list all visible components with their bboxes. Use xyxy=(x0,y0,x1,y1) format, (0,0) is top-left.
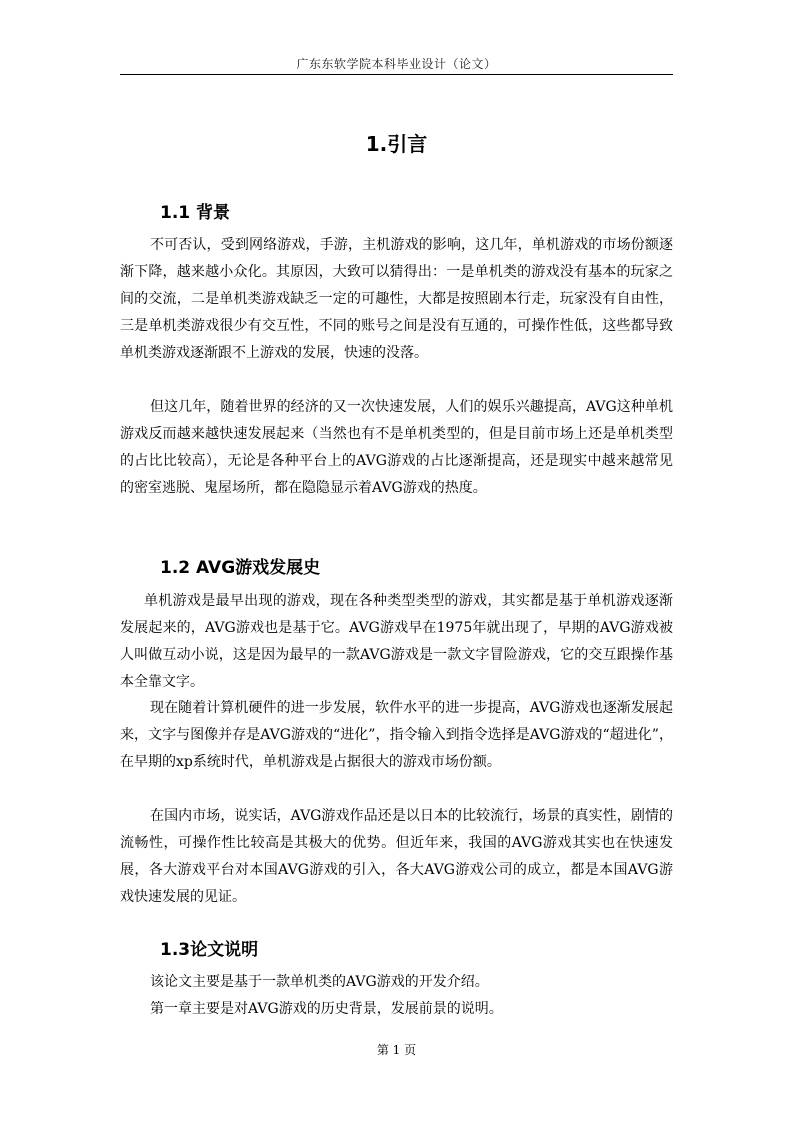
paragraph-history-2: 现在随着计算机硬件的进一步发展，软件水平的进一步提高，AVG游戏也逐渐发展起来，文字与图像并存是AVG游戏的“进化”，指令输入到指令选择是AVG游戏的“超进化”，在早期的xp系统时代，单机游戏是占据很大的游戏市场份额。 xyxy=(120,700,673,770)
section-heading-thesis-notes: 1.3论文说明 xyxy=(160,940,259,960)
page-number: 第 1 页 xyxy=(376,1043,417,1057)
running-header: 广东东软学院本科毕业设计（论文） xyxy=(296,57,497,71)
paragraph-notes-2: 第一章主要是对AVG游戏的历史背景，发展前景的说明。 xyxy=(150,1001,503,1017)
section-heading-background: 1.1 背景 xyxy=(160,203,231,223)
header-rule xyxy=(120,74,673,75)
paragraph-history-1: 单机游戏是最早出现的游戏，现在各种类型类型的游戏，其实都是基于单机游戏逐渐发展起来的，AVG游戏也是基于它。AVG游戏早在1975年就出现了，早期的AVG游戏被人叫做互动小说，这是因为最早的一款AVG游戏是一款文字冒险游戏，它的交互跟操作基本全靠文字。 xyxy=(120,593,673,690)
paragraph-background-1: 不可否认，受到网络游戏，手游，主机游戏的影响，这几年，单机游戏的市场份额逐渐下降，越来越小众化。其原因，大致可以猜得出：一是单机类的游戏没有基本的玩家之间的交流，二是单机类游戏缺乏一定的可趣性，大都是按照剧本行走，玩家没有自由性，三是单机类游戏很少有交互性，不同的账号之间是没有互通的，可操作性低，这些都导致单机类游戏逐渐跟不上游戏的发展，快速的没落。 xyxy=(120,237,673,361)
paragraph-history-3: 在国内市场，说实话，AVG游戏作品还是以日本的比较流行，场景的真实性，剧情的流畅性，可操作性比较高是其极大的优势。但近年来，我国的AVG游戏其实也在快速发展，各大游戏平台对本国AVG游戏的引入，各大AVG游戏公司的成立，都是本国AVG游戏快速发展的见证。 xyxy=(120,808,673,905)
paragraph-notes-1: 该论文主要是基于一款单机类的AVG游戏的开发介绍。 xyxy=(150,974,489,990)
chapter-title: 1.引言 xyxy=(365,132,428,156)
paragraph-background-2: 但这几年，随着世界的经济的又一次快速发展，人们的娱乐兴趣提高，AVG这种单机游戏反而越来越快速发展起来（当然也有不是单机类型的，但是目前市场上还是单机类型的占比比较高），无论是各种平台上的AVG游戏的占比逐渐提高，还是现实中越来越常见的密室逃脱、鬼屋场所，都在隐隐显示着AVG游戏的热度。 xyxy=(120,399,673,496)
section-heading-avg-history: 1.2 AVG游戏发展史 xyxy=(160,558,321,578)
